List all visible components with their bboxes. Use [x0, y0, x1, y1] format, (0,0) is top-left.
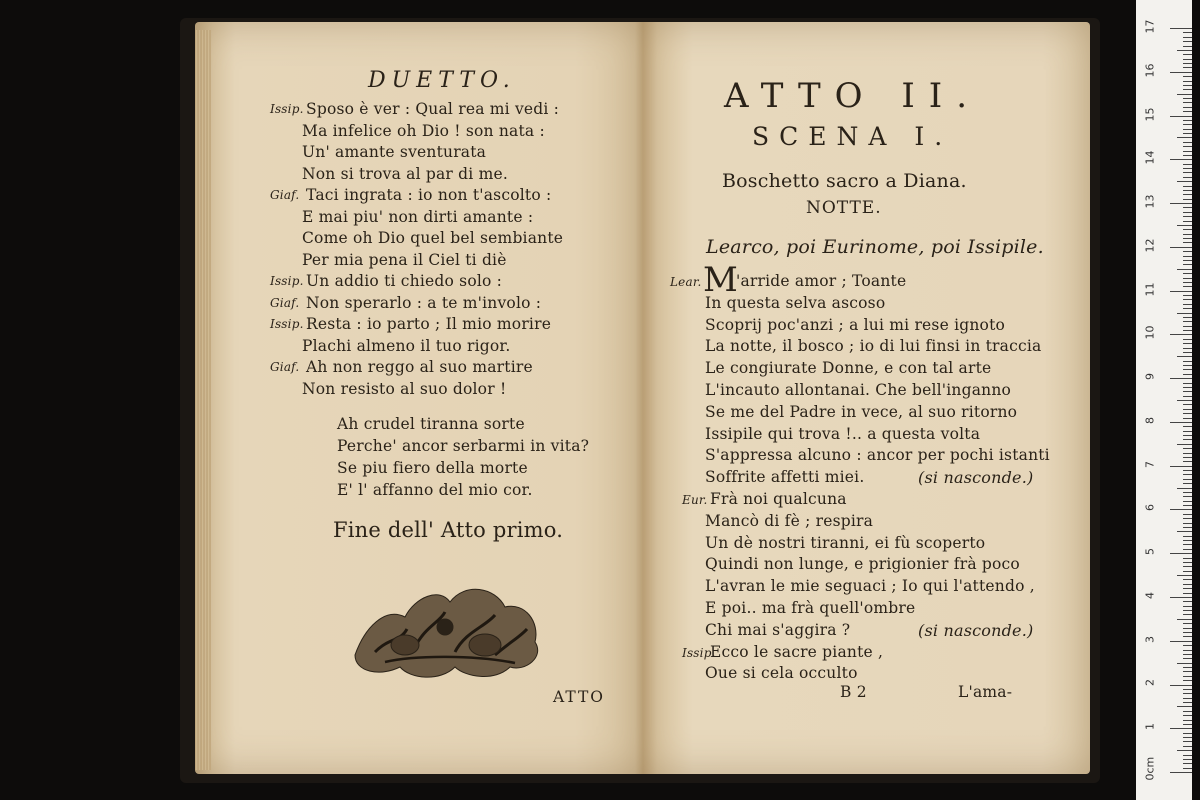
ruler-tick: [1183, 63, 1192, 64]
ruler-tick: [1183, 654, 1192, 655]
ruler-tick: [1177, 94, 1192, 95]
verse-line: Frà noi qualcuna: [710, 490, 847, 508]
ruler-tick: [1183, 151, 1192, 152]
ruler-tick: [1170, 509, 1192, 510]
ruler-tick: [1183, 234, 1192, 235]
speaker-label: Giaf.: [270, 360, 300, 374]
stage-direction: (si nasconde.): [918, 620, 1034, 640]
ruler-tick: [1183, 702, 1192, 703]
ruler-tick: [1183, 260, 1192, 261]
ruler-tick: [1183, 676, 1192, 677]
ruler-tick: [1183, 278, 1192, 279]
ruler-tick: [1177, 137, 1192, 138]
ruler-tick: [1170, 466, 1192, 467]
ruler-number: 5: [1143, 548, 1157, 556]
verse-line: Un addio ti chiedo solo :: [306, 272, 503, 290]
ruler-number: 7: [1143, 460, 1157, 468]
ruler-tick: [1183, 606, 1192, 607]
ruler-tick: [1183, 59, 1192, 60]
ruler-tick: [1183, 610, 1192, 611]
ruler-tick: [1170, 334, 1192, 335]
ruler-tick: [1183, 111, 1192, 112]
ruler-tick: [1183, 558, 1192, 559]
ruler-tick: [1170, 422, 1192, 423]
ruler-tick: [1170, 553, 1192, 554]
left-catchword: ATTO: [553, 688, 606, 706]
ruler-tick: [1183, 221, 1192, 222]
stanza-line: Perche' ancor serbarmi in vita?: [337, 437, 590, 455]
ruler-tick: [1177, 181, 1192, 182]
ruler-tick: [1183, 536, 1192, 537]
verse-line: Chi mai s'aggira ?: [705, 620, 851, 639]
verse-line: In questa selva ascoso: [705, 293, 886, 312]
ruler-tick: [1183, 562, 1192, 563]
ruler-tick: [1183, 426, 1192, 427]
ruler-number: 10: [1143, 325, 1157, 340]
verse-line: E mai piu' non dirti amante :: [302, 207, 534, 226]
ruler-tick: [1183, 89, 1192, 90]
ruler-tick: [1183, 448, 1192, 449]
scene-heading: SCENA I.: [752, 122, 953, 151]
ruler-tick: [1183, 81, 1192, 82]
ruler-tick: [1170, 291, 1192, 292]
verse-line: S'appressa alcuno : ancor per pochi istanti: [705, 446, 1050, 465]
ruler-tick: [1170, 597, 1192, 598]
ruler-tick: [1170, 772, 1192, 773]
ruler-number: 14: [1143, 150, 1157, 165]
ruler-tick: [1183, 746, 1192, 747]
fine-atto: Fine dell' Atto primo.: [333, 518, 564, 542]
verse-line: Non resisto al suo dolor !: [302, 379, 507, 398]
verse-line: Le congiurate Donne, e con tal arte: [705, 359, 992, 378]
verse-line: Non si trova al par di me.: [302, 164, 508, 183]
ruler-tick: [1177, 269, 1192, 270]
ruler-tick: [1183, 321, 1192, 322]
ruler-tick: [1170, 728, 1192, 729]
verse-line: Per mia pena il Ciel ti diè: [302, 250, 507, 269]
ruler-tick: [1183, 177, 1192, 178]
ruler-tick: [1183, 343, 1192, 344]
ruler-tick: [1183, 172, 1192, 173]
ruler-tick: [1183, 102, 1192, 103]
ruler-tick: [1170, 116, 1192, 117]
ruler-tick: [1183, 667, 1192, 668]
ruler-tick: [1183, 737, 1192, 738]
ruler-tick: [1183, 409, 1192, 410]
ruler-tick: [1183, 199, 1192, 200]
ruler-tick: [1183, 85, 1192, 86]
ruler-tick: [1183, 168, 1192, 169]
ruler-tick: [1177, 488, 1192, 489]
ruler-tick: [1183, 212, 1192, 213]
ruler-number: 8: [1143, 416, 1157, 424]
ruler-tick: [1183, 67, 1192, 68]
ruler-tick: [1183, 124, 1192, 125]
ruler-tick: [1183, 361, 1192, 362]
ruler-tick: [1170, 247, 1192, 248]
ruler-tick: [1183, 549, 1192, 550]
ruler-tick: [1183, 387, 1192, 388]
ruler-tick: [1183, 32, 1192, 33]
ruler-tick: [1170, 641, 1192, 642]
verse-line: Come oh Dio quel bel sembiante: [302, 229, 564, 247]
ruler-tick: [1183, 133, 1192, 134]
characters-line: Learco, poi Eurinome, poi Issipile.: [706, 236, 1044, 258]
ruler-tick: [1183, 658, 1192, 659]
speaker-label: Issip.: [270, 317, 304, 331]
ruler-tick: [1183, 330, 1192, 331]
ruler-tick: [1183, 527, 1192, 528]
time-line: NOTTE.: [806, 198, 882, 218]
ruler-tick: [1183, 41, 1192, 42]
ruler-tick: [1183, 763, 1192, 764]
ruler-tick: [1183, 479, 1192, 480]
ruler-tick: [1170, 203, 1192, 204]
verse-line: Resta : io parto ; Il mio morire: [306, 315, 552, 333]
verse-line: Plachi almeno il tuo rigor.: [302, 336, 511, 355]
ruler-tick: [1177, 400, 1192, 401]
ruler-tick: [1183, 584, 1192, 585]
stanza-line: Se piu fiero della morte: [337, 459, 528, 477]
ruler-tick: [1183, 636, 1192, 637]
ruler-tick: [1183, 365, 1192, 366]
ruler-tick: [1183, 474, 1192, 475]
verse-line: E poi.. ma frà quell'ombre: [705, 599, 916, 617]
ruler-tick: [1183, 518, 1192, 519]
ruler-tick: [1183, 496, 1192, 497]
ruler-tick: [1183, 720, 1192, 721]
ruler-number: 4: [1143, 591, 1157, 599]
ruler-tick: [1170, 72, 1192, 73]
verse-line: Mancò di fè ; respira: [705, 511, 874, 530]
ruler-tick: [1183, 733, 1192, 734]
ruler-tick: [1183, 680, 1192, 681]
ruler-tick: [1183, 304, 1192, 305]
verse-line: Un' amante sventurata: [302, 143, 487, 161]
ruler-tick: [1183, 164, 1192, 165]
speaker-label: Issip.: [270, 274, 304, 288]
ruler-tick: [1183, 453, 1192, 454]
ruler-tick: [1183, 339, 1192, 340]
ruler-number: 3: [1143, 635, 1157, 643]
ruler-tick: [1183, 724, 1192, 725]
ruler-tick: [1177, 50, 1192, 51]
ruler-tick: [1183, 383, 1192, 384]
ruler-tick: [1183, 326, 1192, 327]
ruler-tick: [1183, 523, 1192, 524]
ruler-number: 6: [1143, 504, 1157, 512]
ruler-tick: [1170, 685, 1192, 686]
speaker-label: Issip.: [270, 102, 304, 116]
ruler-number: 2: [1143, 679, 1157, 687]
stanza-line: Ah crudel tiranna sorte: [337, 415, 525, 433]
ruler-tick: [1183, 540, 1192, 541]
ruler-tick: [1183, 431, 1192, 432]
verse-line: Quindi non lunge, e prigionier frà poco: [705, 555, 1020, 574]
ruler-tick: [1183, 439, 1192, 440]
ruler-tick: [1183, 207, 1192, 208]
verse-line: 'arride amor ; Toante: [736, 272, 907, 290]
ruler-tick: [1183, 435, 1192, 436]
ruler-tick: [1183, 614, 1192, 615]
duetto-heading: DUETTO.: [368, 68, 516, 93]
ruler-number: 16: [1143, 63, 1157, 78]
ruler-tick: [1183, 544, 1192, 545]
ruler-number: 9: [1143, 373, 1157, 381]
stage-direction: (si nasconde.): [918, 468, 1034, 488]
ruler-tick: [1183, 155, 1192, 156]
ruler-tick: [1183, 282, 1192, 283]
speaker-label: Giaf.: [270, 188, 300, 202]
ruler-tick: [1177, 663, 1192, 664]
ruler-tick: [1183, 759, 1192, 760]
ruler-tick: [1177, 750, 1192, 751]
verse-line: Ecco le sacre piante ,: [710, 642, 884, 661]
ruler-tick: [1183, 54, 1192, 55]
ruler-tick: [1183, 216, 1192, 217]
ruler-tick: [1183, 273, 1192, 274]
speaker-label: Giaf.: [270, 295, 300, 310]
ruler-tick: [1183, 295, 1192, 296]
drop-cap: M: [703, 260, 739, 300]
ruler-tick: [1183, 413, 1192, 414]
ruler-tick: [1177, 356, 1192, 357]
ruler-tick: [1183, 107, 1192, 108]
ruler-tick: [1183, 317, 1192, 318]
verse-line: Oue si cela occulto: [705, 664, 858, 683]
page-edges: [195, 30, 211, 770]
ruler-tick: [1183, 457, 1192, 458]
ruler-tick: [1183, 470, 1192, 471]
ruler-tick: [1183, 251, 1192, 252]
speaker-label: Lear.: [670, 275, 702, 289]
ruler-tick: [1183, 229, 1192, 230]
verse-line: L'avran le mie seguaci ; Io qui l'attendo ,: [705, 577, 1035, 596]
ruler-tick: [1183, 194, 1192, 195]
ruler-tick: [1177, 531, 1192, 532]
ruler-tick: [1183, 146, 1192, 147]
ruler-tick: [1183, 404, 1192, 405]
ruler-tick: [1183, 286, 1192, 287]
ruler-tick: [1183, 505, 1192, 506]
ruler-tick: [1183, 76, 1192, 77]
ruler-tick: [1177, 575, 1192, 576]
ruler-number: 13: [1143, 194, 1157, 209]
ruler-tick: [1183, 98, 1192, 99]
ruler-number: 12: [1143, 238, 1157, 253]
ruler-tick: [1183, 142, 1192, 143]
ruler-tick: [1183, 461, 1192, 462]
ruler-tick: [1183, 650, 1192, 651]
ruler-tick: [1183, 186, 1192, 187]
ruler-tick: [1183, 698, 1192, 699]
ruler-tick: [1183, 492, 1192, 493]
signature-mark: B 2: [840, 683, 867, 701]
verse-line: La notte, il bosco ; io di lui finsi in traccia: [705, 337, 1042, 356]
ruler-tick: [1177, 444, 1192, 445]
speaker-label: Eur.: [682, 493, 708, 507]
ruler-tick: [1183, 238, 1192, 239]
ruler-tick: [1183, 579, 1192, 580]
ruler-tick: [1177, 619, 1192, 620]
ruler-tick: [1177, 313, 1192, 314]
ruler-tick: [1183, 632, 1192, 633]
ruler-tick: [1170, 159, 1192, 160]
ruler-number: 17: [1143, 19, 1157, 34]
ruler-tick: [1183, 264, 1192, 265]
setting-line: Boschetto sacro a Diana.: [722, 170, 967, 192]
ruler-tick: [1183, 768, 1192, 769]
ruler-tick: [1183, 601, 1192, 602]
act-heading: ATTO II.: [724, 76, 982, 116]
ruler-tick: [1183, 593, 1192, 594]
verse-line: Soffrite affetti miei.: [705, 468, 865, 487]
ruler-tick: [1183, 645, 1192, 646]
verse-line: Issipile qui trova !.. a questa volta: [705, 424, 981, 443]
ruler-tick: [1183, 352, 1192, 353]
verse-line: Non sperarlo : a te m'involo :: [306, 293, 542, 312]
ruler-tick: [1183, 755, 1192, 756]
ruler-tick: [1183, 588, 1192, 589]
ruler-tick: [1183, 256, 1192, 257]
verse-line: L'incauto allontanai. Che bell'inganno: [705, 381, 1012, 399]
ruler-tick: [1183, 299, 1192, 300]
ruler-tick: [1183, 120, 1192, 121]
ruler-number: 0cm: [1143, 756, 1157, 781]
ruler-number: 11: [1143, 282, 1157, 297]
ruler-tick: [1183, 418, 1192, 419]
ruler-tick: [1183, 308, 1192, 309]
ruler-tick: [1183, 190, 1192, 191]
ruler-tick: [1183, 374, 1192, 375]
ruler-tick: [1183, 396, 1192, 397]
ruler-number: 1: [1143, 723, 1157, 731]
verse-line: Ah non reggo al suo martire: [306, 358, 533, 376]
ruler-tick: [1183, 715, 1192, 716]
ruler-tick: [1177, 706, 1192, 707]
foliage-ornament-icon: [345, 567, 550, 685]
ruler-tick: [1183, 514, 1192, 515]
ruler-tick: [1183, 571, 1192, 572]
ruler-tick: [1183, 741, 1192, 742]
ruler-tick: [1183, 129, 1192, 130]
ruler-tick: [1183, 369, 1192, 370]
speaker-label: Issip.: [682, 645, 716, 660]
verse-line: Scoprij poc'anzi ; a lui mi rese ignoto: [705, 315, 1006, 334]
verse-line: Sposo è ver : Qual rea mi vedi :: [306, 100, 560, 118]
verse-line: Un dè nostri tiranni, ei fù scoperto: [705, 533, 986, 552]
verse-line: Ma infelice oh Dio ! son nata :: [302, 121, 545, 140]
ruler-number: 15: [1143, 107, 1157, 122]
verse-line: Taci ingrata : io non t'ascolto :: [306, 186, 552, 204]
ruler-tick: [1183, 242, 1192, 243]
ruler-tick: [1183, 483, 1192, 484]
ruler-tick: [1183, 566, 1192, 567]
ruler-tick: [1183, 501, 1192, 502]
ruler-tick: [1183, 711, 1192, 712]
stanza-line: E' l' affanno del mio cor.: [337, 481, 533, 499]
ruler-tick: [1183, 37, 1192, 38]
right-catchword: L'ama-: [958, 683, 1013, 701]
ruler-tick: [1183, 671, 1192, 672]
ruler-tick: [1170, 28, 1192, 29]
ruler-tick: [1183, 693, 1192, 694]
ruler-tick: [1183, 623, 1192, 624]
verse-line: Se me del Padre in vece, al suo ritorno: [705, 402, 1018, 421]
ruler-tick: [1170, 378, 1192, 379]
ruler-tick: [1177, 225, 1192, 226]
ruler-tick: [1183, 348, 1192, 349]
ruler-tick: [1183, 391, 1192, 392]
measuring-ruler: [1136, 0, 1192, 800]
ruler-tick: [1183, 628, 1192, 629]
ruler-tick: [1183, 689, 1192, 690]
ruler-tick: [1183, 46, 1192, 47]
